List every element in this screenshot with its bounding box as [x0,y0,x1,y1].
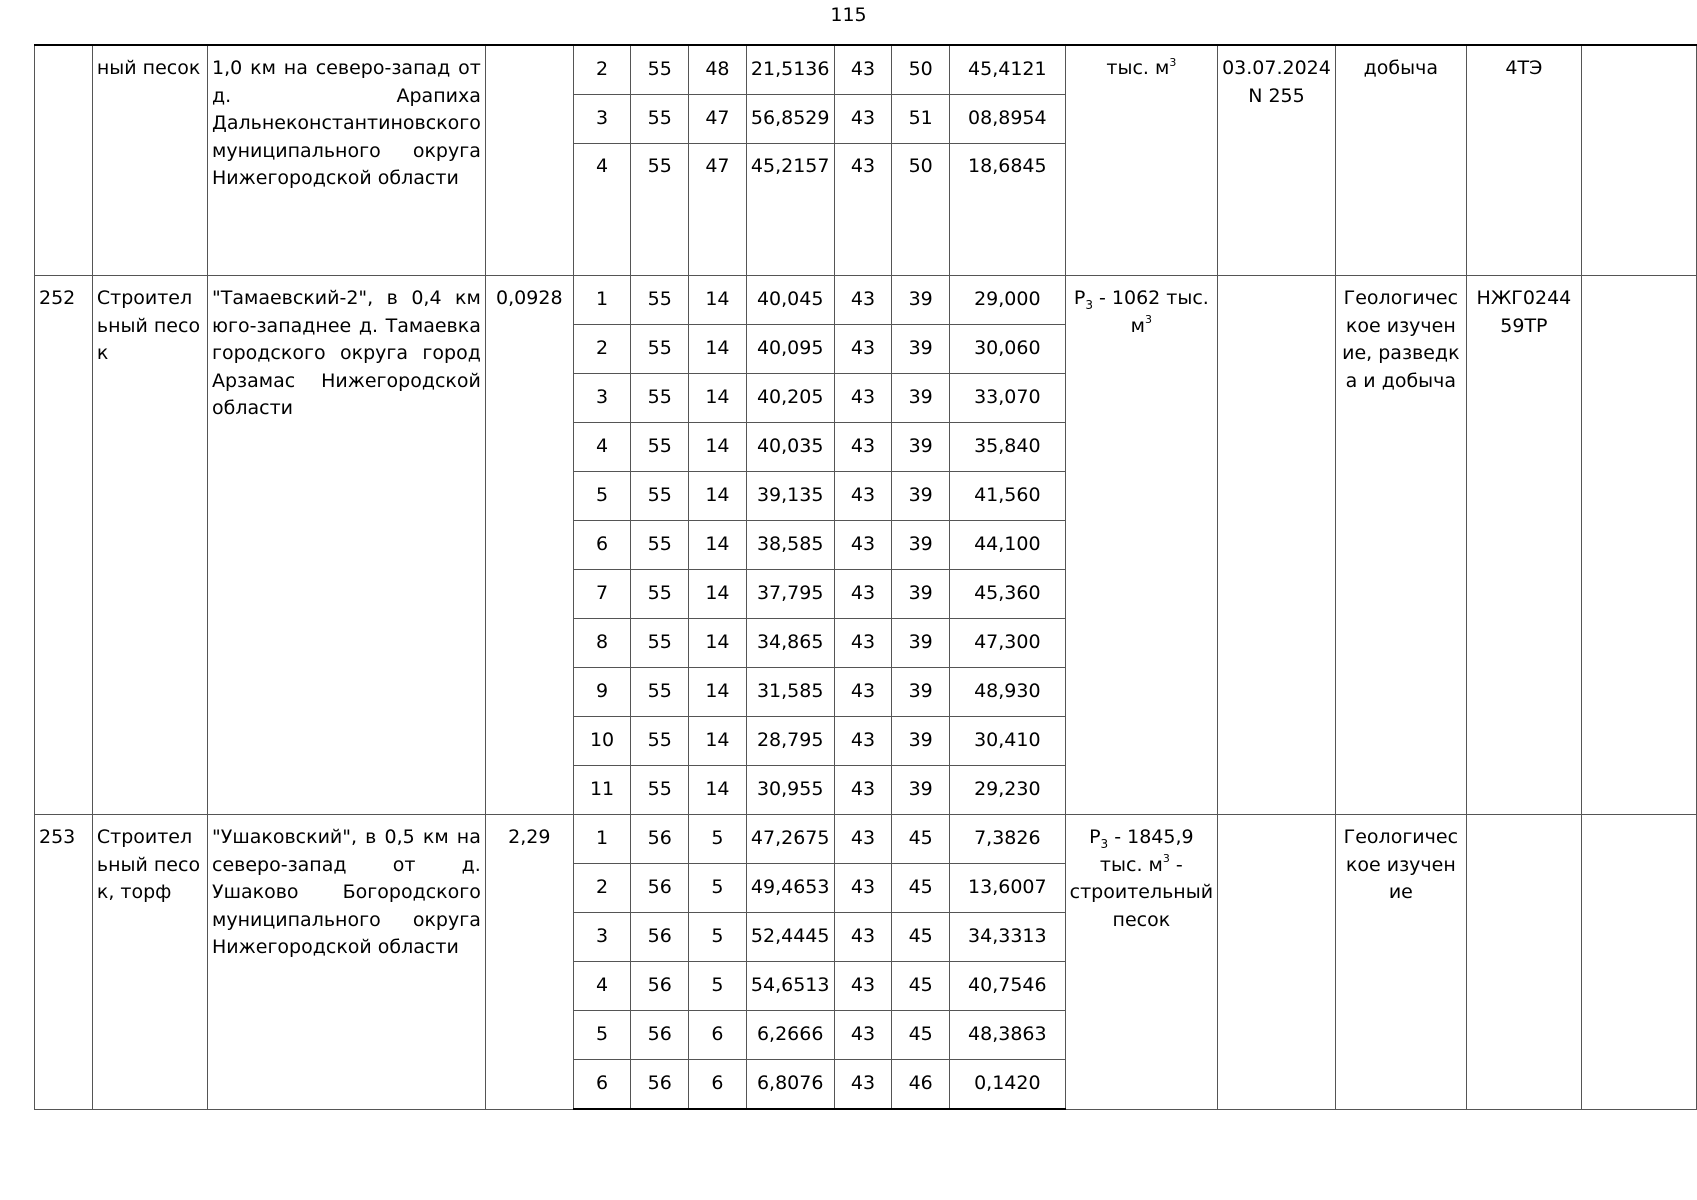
lon-minutes: 39 [892,423,950,472]
lat-seconds: 47,2675 [746,815,834,864]
lon-degrees: 43 [834,570,892,619]
usage-purpose: Геологическое изучение [1335,815,1466,1110]
mineral-type: Строительный песок, торф [92,815,207,1110]
lat-seconds: 45,2157 [746,144,834,276]
lat-seconds: 21,5136 [746,45,834,95]
record-number: 252 [35,276,93,815]
reserves-unit-power: 3 [1162,852,1170,866]
lat-minutes: 14 [689,619,747,668]
lat-minutes: 5 [689,864,747,913]
lon-degrees: 43 [834,1060,892,1110]
reserves-estimate [1065,815,1217,1110]
point-number: 2 [573,325,631,374]
lon-minutes: 51 [892,95,950,144]
lat-seconds: 37,795 [746,570,834,619]
deposit-location: 1,0 км на северо-запад от д. Арапиха Дальнеконстантиновского муниципального округа Нижегородской области [208,45,486,276]
point-number: 10 [573,717,631,766]
usage-purpose: Геологическое изучение, разведка и добыча [1335,276,1466,815]
point-row [35,815,1697,864]
lon-degrees: 43 [834,325,892,374]
deposit-location: "Ушаковский", в 0,5 км на северо-запад от д. Ушаково Богородского муниципального округа Нижегородской области [208,815,486,1110]
lon-minutes: 39 [892,766,950,815]
lat-minutes: 14 [689,521,747,570]
lat-degrees: 55 [631,472,689,521]
reserves-category: P [1073,287,1086,309]
lat-seconds: 56,8529 [746,95,834,144]
lon-seconds: 47,300 [950,619,1066,668]
lat-seconds: 31,585 [746,668,834,717]
page-number: 115 [830,4,867,26]
lat-minutes: 5 [689,815,747,864]
lat-degrees: 56 [631,1011,689,1060]
lon-degrees: 43 [834,45,892,95]
lon-degrees: 43 [834,374,892,423]
lat-seconds: 28,795 [746,717,834,766]
reserves-unit-power: 3 [1169,55,1177,69]
lat-minutes: 14 [689,717,747,766]
reserves-estimate [1065,276,1217,815]
lon-seconds: 13,6007 [950,864,1066,913]
lat-seconds: 6,8076 [746,1060,834,1110]
license-number: 4ТЭ [1466,45,1581,276]
lat-minutes: 14 [689,276,747,325]
lon-minutes: 39 [892,325,950,374]
lat-minutes: 47 [689,95,747,144]
lon-minutes: 45 [892,864,950,913]
usage-purpose: добыча [1335,45,1466,276]
reserves-category-index: 3 [1085,297,1093,312]
deposit-area: 2,29 [485,815,573,1110]
lon-seconds: 30,060 [950,325,1066,374]
lon-seconds: 18,6845 [950,144,1066,276]
lat-seconds: 54,6513 [746,962,834,1011]
reserves-value: - 1845,9 тыс. м [1099,826,1194,876]
lat-degrees: 56 [631,1060,689,1110]
lat-degrees: 56 [631,864,689,913]
lon-minutes: 46 [892,1060,950,1110]
reserves-category: P [1089,826,1101,848]
lon-seconds: 7,3826 [950,815,1066,864]
reserves-value: тыс. м [1106,57,1170,79]
lon-degrees: 43 [834,521,892,570]
lat-minutes: 14 [689,766,747,815]
extra-column [1581,815,1696,1110]
lat-minutes: 5 [689,962,747,1011]
lat-seconds: 34,865 [746,619,834,668]
lat-seconds: 30,955 [746,766,834,815]
lat-seconds: 52,4445 [746,913,834,962]
lat-seconds: 49,4653 [746,864,834,913]
lon-degrees: 43 [834,423,892,472]
lat-degrees: 55 [631,570,689,619]
lon-seconds: 45,360 [950,570,1066,619]
lon-minutes: 39 [892,570,950,619]
lat-seconds: 39,135 [746,472,834,521]
lon-minutes: 39 [892,374,950,423]
deposit-location: "Тамаевский-2", в 0,4 км юго-западнее д. Тамаевка городского округа город Арзамас Нижегородской области [208,276,486,815]
lon-degrees: 43 [834,864,892,913]
lon-degrees: 43 [834,962,892,1011]
lon-degrees: 43 [834,815,892,864]
lat-minutes: 14 [689,472,747,521]
lat-minutes: 6 [689,1011,747,1060]
point-number: 6 [573,1060,631,1110]
lat-seconds: 38,585 [746,521,834,570]
record-number [35,45,93,276]
lon-degrees: 43 [834,766,892,815]
point-number: 2 [573,45,631,95]
lon-seconds: 41,560 [950,472,1066,521]
point-row [35,45,1697,95]
lat-minutes: 14 [689,374,747,423]
lat-seconds: 40,205 [746,374,834,423]
lon-minutes: 39 [892,717,950,766]
lon-minutes: 39 [892,472,950,521]
deposits-table [34,44,1697,1110]
lon-minutes: 50 [892,144,950,276]
lat-degrees: 55 [631,668,689,717]
lat-degrees: 55 [631,766,689,815]
lat-degrees: 56 [631,815,689,864]
reserves-value: - 1062 тыс. м [1092,287,1209,337]
lat-minutes: 14 [689,570,747,619]
lat-seconds: 40,035 [746,423,834,472]
lon-degrees: 43 [834,1011,892,1060]
point-number: 1 [573,276,631,325]
lon-degrees: 43 [834,472,892,521]
lat-minutes: 14 [689,668,747,717]
lon-seconds: 0,1420 [950,1060,1066,1110]
lat-degrees: 56 [631,962,689,1011]
reserves-estimate [1065,45,1217,276]
license-number: НЖГ024459ТР [1466,276,1581,815]
lat-minutes: 14 [689,423,747,472]
reserves-unit-power: 3 [1145,313,1153,327]
deposit-area [485,45,573,276]
mineral-type: Строительный песок [92,276,207,815]
lon-minutes: 39 [892,276,950,325]
deposit-area: 0,0928 [485,276,573,815]
extra-column [1581,276,1696,815]
lat-degrees: 55 [631,144,689,276]
lon-minutes: 39 [892,619,950,668]
lat-seconds: 40,095 [746,325,834,374]
lat-seconds: 40,045 [746,276,834,325]
lon-degrees: 43 [834,276,892,325]
lat-degrees: 55 [631,619,689,668]
extra-column [1581,45,1696,276]
point-number: 4 [573,144,631,276]
lon-degrees: 43 [834,717,892,766]
lat-minutes: 14 [689,325,747,374]
lon-seconds: 40,7546 [950,962,1066,1011]
lon-minutes: 45 [892,913,950,962]
lat-degrees: 55 [631,521,689,570]
lon-degrees: 43 [834,95,892,144]
license-date: 03.07.2024 N 255 [1218,45,1336,276]
record-number: 253 [35,815,93,1110]
lon-seconds: 48,3863 [950,1011,1066,1060]
point-number: 3 [573,95,631,144]
lon-seconds: 29,230 [950,766,1066,815]
lat-minutes: 5 [689,913,747,962]
reserves-note: - строительный песок [1069,853,1214,931]
lon-seconds: 29,000 [950,276,1066,325]
lon-minutes: 45 [892,962,950,1011]
point-number: 4 [573,962,631,1011]
lat-minutes: 48 [689,45,747,95]
lat-degrees: 55 [631,276,689,325]
lon-degrees: 43 [834,913,892,962]
point-number: 9 [573,668,631,717]
lat-degrees: 55 [631,325,689,374]
lon-seconds: 35,840 [950,423,1066,472]
lon-seconds: 30,410 [950,717,1066,766]
point-number: 7 [573,570,631,619]
license-date [1218,815,1336,1110]
point-number: 3 [573,374,631,423]
lon-minutes: 39 [892,521,950,570]
lat-degrees: 55 [631,423,689,472]
lat-degrees: 55 [631,374,689,423]
lon-minutes: 45 [892,1011,950,1060]
lat-minutes: 6 [689,1060,747,1110]
point-number: 4 [573,423,631,472]
lon-seconds: 44,100 [950,521,1066,570]
lon-degrees: 43 [834,619,892,668]
lon-seconds: 34,3313 [950,913,1066,962]
reserves-category-index: 3 [1100,836,1109,851]
point-number: 1 [573,815,631,864]
point-number: 5 [573,1011,631,1060]
lat-degrees: 55 [631,45,689,95]
lon-minutes: 45 [892,815,950,864]
lon-minutes: 50 [892,45,950,95]
point-row [35,276,1697,325]
license-number [1466,815,1581,1110]
point-number: 3 [573,913,631,962]
point-number: 6 [573,521,631,570]
point-number: 5 [573,472,631,521]
lon-degrees: 43 [834,668,892,717]
lon-seconds: 45,4121 [950,45,1066,95]
lat-degrees: 55 [631,95,689,144]
lon-minutes: 39 [892,668,950,717]
lat-degrees: 55 [631,717,689,766]
lon-seconds: 08,8954 [950,95,1066,144]
point-number: 11 [573,766,631,815]
mineral-type: ный песок [92,45,207,276]
lat-minutes: 47 [689,144,747,276]
lon-seconds: 33,070 [950,374,1066,423]
lon-degrees: 43 [834,144,892,276]
license-date [1218,276,1336,815]
point-number: 8 [573,619,631,668]
lat-seconds: 6,2666 [746,1011,834,1060]
lon-seconds: 48,930 [950,668,1066,717]
lat-degrees: 56 [631,913,689,962]
point-number: 2 [573,864,631,913]
